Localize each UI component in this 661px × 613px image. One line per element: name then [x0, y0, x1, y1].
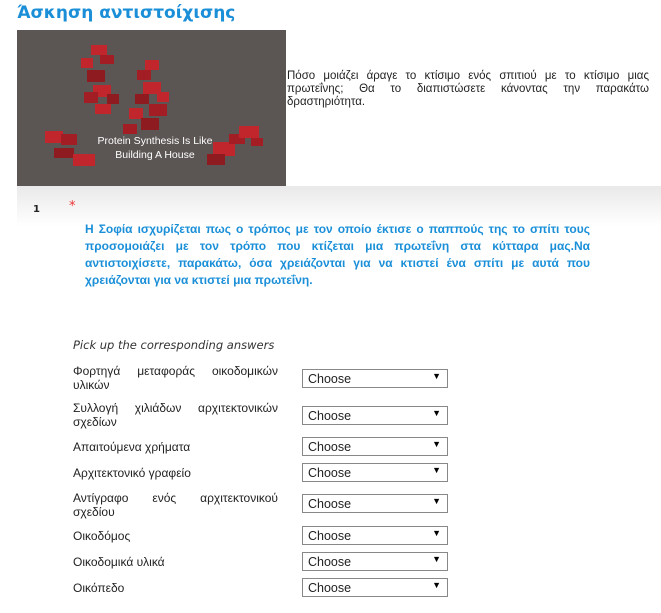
- image-caption: Protein Synthesis Is Like Building A House: [97, 135, 213, 161]
- lesson-image: [17, 30, 286, 186]
- match-label: Φορτηγά μεταφοράς οικοδομικών υλικών: [73, 364, 278, 392]
- triangle-down-icon: ▼: [432, 580, 441, 590]
- triangle-down-icon: ▼: [432, 439, 441, 449]
- triangle-down-icon: ▼: [432, 528, 441, 538]
- match-label: Οικόπεδο: [73, 581, 125, 595]
- question-text: Η Σοφία ισχυρίζεται πως ο τρόπος με τον οποίο έκτισε ο παππούς της το σπίτι τους προσομοιάζει με τον τρόπο που κτίζεται μια πρωτεΐνη στα κύτταρα μας.Να αντιστοιχίσετε, παρακάτω, όσα χρειάζονται για να κτιστεί ένα σπίτι με αυτά που χρειάζονται για να κτιστεί μια πρωτεΐνη.: [85, 222, 590, 287]
- match-label: Συλλογή χιλιάδων αρχιτεκτονικών σχεδίων: [73, 401, 278, 429]
- intro-text: Πόσο μοιάζει άραγε το κτίσιμο ενός σπιτιού με το κτίσιμο μιας πρωτεΐνης; Θα το διαπιστώσετε κάνοντας την παρακάτω δραστηριότητα.: [287, 70, 649, 108]
- asterisk-icon: *: [69, 199, 76, 214]
- match-select[interactable]: Choose ▼: [302, 578, 448, 597]
- match-select[interactable]: Choose ▼: [302, 526, 448, 545]
- match-label: Οικοδομικά υλικά: [73, 555, 165, 569]
- triangle-down-icon: ▼: [432, 371, 441, 381]
- triangle-down-icon: ▼: [432, 496, 441, 506]
- triangle-down-icon: ▼: [432, 554, 441, 564]
- match-label: Αντίγραφο ενός αρχιτεκτονικού σχεδίου: [73, 491, 278, 519]
- instruction-text: Pick up the corresponding answers: [73, 338, 275, 352]
- triangle-down-icon: ▼: [432, 465, 441, 475]
- match-select[interactable]: Choose ▼: [302, 494, 448, 513]
- match-label: Οικοδόμος: [73, 529, 131, 543]
- match-label: Αρχιτεκτονικό γραφείο: [73, 466, 191, 480]
- match-select[interactable]: Choose ▼: [302, 437, 448, 456]
- brick-stack: [81, 45, 169, 134]
- match-select[interactable]: Choose ▼: [302, 369, 448, 388]
- match-select[interactable]: Choose ▼: [302, 463, 448, 482]
- triangle-down-icon: ▼: [432, 408, 441, 418]
- match-label: Απαιτούμενα χρήματα: [73, 440, 191, 454]
- match-select[interactable]: Choose ▼: [302, 552, 448, 571]
- page-title: Άσκηση αντιστοίχισης: [17, 3, 236, 23]
- question-header-band: [17, 186, 661, 226]
- brick-illustration: [17, 30, 286, 186]
- question-number: 1: [33, 204, 40, 215]
- match-select[interactable]: Choose ▼: [302, 406, 448, 425]
